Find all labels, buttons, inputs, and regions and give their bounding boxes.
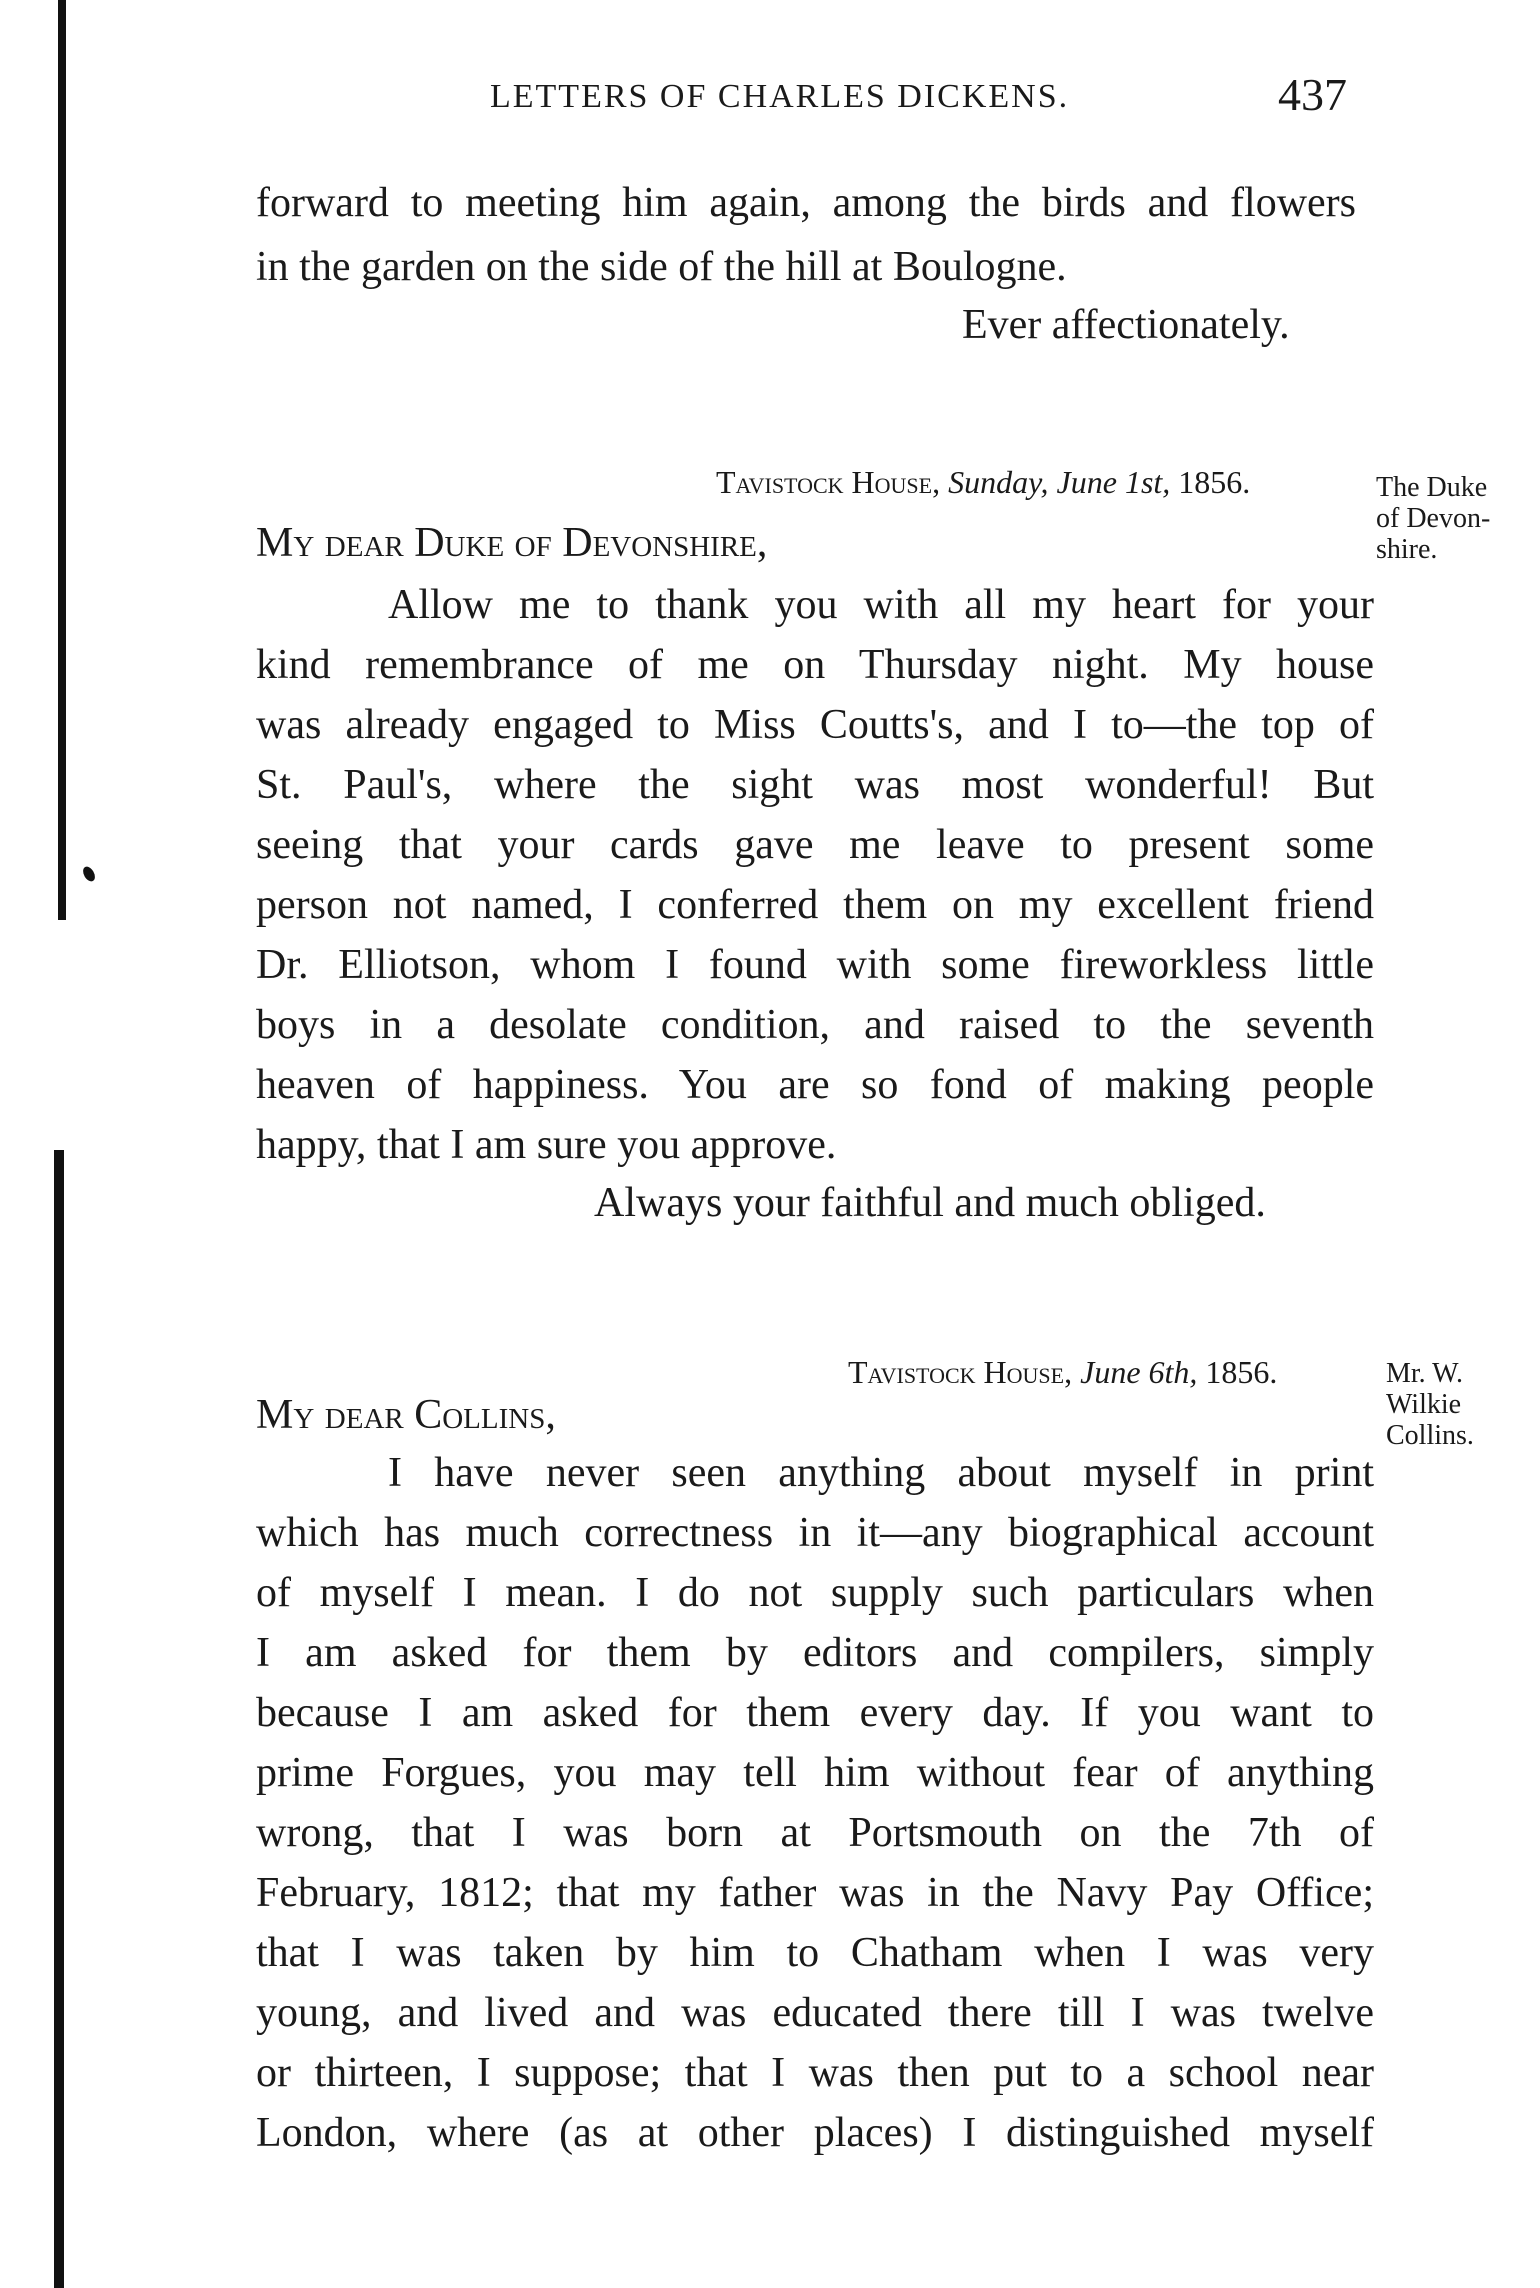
margin-note-line: Wilkie [1386, 1389, 1462, 1420]
text-line: Allow me to thank you with all my heart for your [388, 582, 1374, 628]
ink-mark [81, 865, 98, 884]
text-line: Dr. Elliotson, whom I found with some fireworkless little [256, 942, 1374, 988]
running-title: LETTERS OF CHARLES DICKENS. [490, 78, 1070, 115]
margin-note-line: Collins. [1386, 1420, 1474, 1451]
margin-note-line: of Devon- [1376, 503, 1491, 534]
page-number: 437 [1278, 69, 1347, 120]
text-line: boys in a desolate condition, and raised to the seventh [256, 1002, 1374, 1048]
closing: Ever affectionately. [962, 302, 1290, 348]
dateline-place: Tavistock House, [716, 464, 941, 500]
margin-note-line: shire. [1376, 534, 1438, 565]
margin-note [1376, 472, 1490, 565]
text-line: I have never seen anything about myself in print [388, 1450, 1374, 1496]
dateline-place: Tavistock House, [848, 1354, 1073, 1390]
text-line: was already engaged to Miss Coutts's, and I to—the top of [256, 702, 1374, 748]
dateline-year: 1856. [1178, 464, 1251, 500]
text-line: St. Paul's, where the sight was most wonderful! But [256, 762, 1374, 808]
text-line: heaven of happiness. You are so fond of making people [256, 1062, 1374, 1108]
dateline-date: June 1st, [1056, 464, 1171, 500]
dateline-date: June 6th, [1080, 1354, 1198, 1390]
margin-note-line: The Duke [1376, 472, 1488, 503]
salutation: My dear Duke of Devonshire, [256, 520, 768, 566]
text-line: seeing that your cards gave me leave to present some [256, 822, 1374, 868]
text-line: London, where (as at other places) I distinguished myself [256, 2110, 1374, 2156]
dateline [848, 1356, 1277, 1388]
text-line: or thirteen, I suppose; that I was then put to a school near [256, 2050, 1374, 2096]
dateline-year: 1856. [1205, 1354, 1278, 1390]
text-line: I am asked for them by editors and compilers, simply [256, 1630, 1374, 1676]
text-line: young, and lived and was educated there till I was twelve [256, 1990, 1374, 2036]
text-line: which has much correctness in it—any biographical account [256, 1510, 1374, 1556]
text-line: kind remembrance of me on Thursday night. My house [256, 642, 1374, 688]
margin-note [1386, 1358, 1474, 1451]
text-line: in the garden on the side of the hill at Boulogne. [256, 244, 1067, 290]
text-line: February, 1812; that my father was in the Navy Pay Office; [256, 1870, 1374, 1916]
closing: Always your faithful and much obliged. [594, 1180, 1266, 1226]
text-line: person not named, I conferred them on my excellent friend [256, 882, 1374, 928]
scan-edge-top [58, 0, 66, 920]
text-line: happy, that I am sure you approve. [256, 1122, 837, 1168]
scan-edge-bottom [54, 1150, 64, 2288]
text-line: wrong, that I was born at Portsmouth on the 7th of [256, 1810, 1374, 1856]
margin-note-line: Mr. W. [1386, 1358, 1464, 1389]
dateline [716, 466, 1250, 498]
dateline-day: Sunday, [948, 464, 1049, 500]
text-line: that I was taken by him to Chatham when I was very [256, 1930, 1374, 1976]
text-line: forward to meeting him again, among the birds and flowers [256, 180, 1356, 226]
text-line: of myself I mean. I do not supply such particulars when [256, 1570, 1374, 1616]
text-line: because I am asked for them every day. If you want to [256, 1690, 1374, 1736]
salutation: My dear Collins, [256, 1392, 556, 1438]
text-line: prime Forgues, you may tell him without fear of anything [256, 1750, 1374, 1796]
